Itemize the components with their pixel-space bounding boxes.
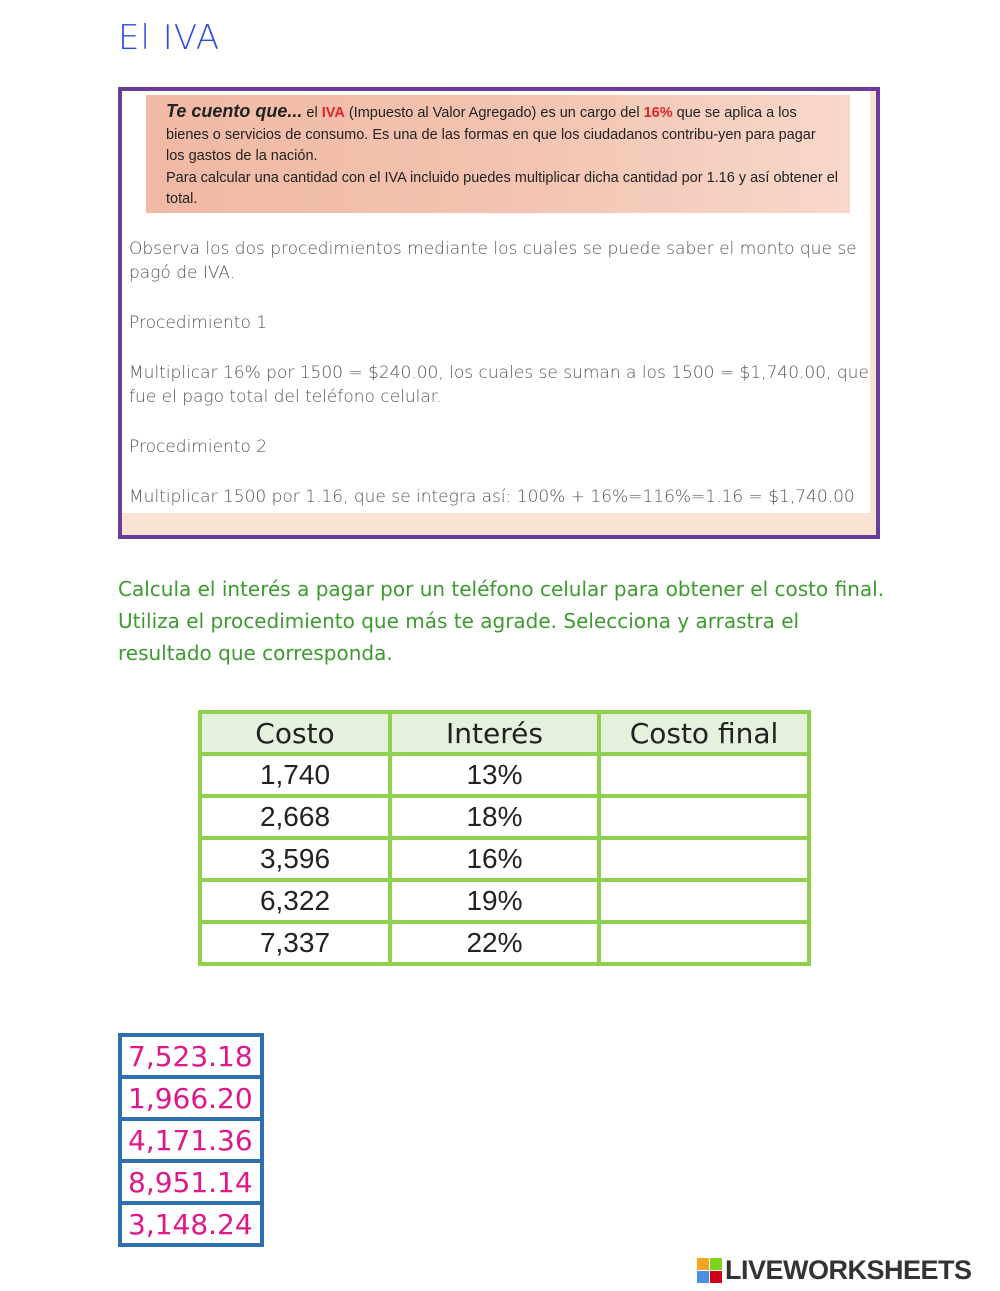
callout-text: que se aplica a los bienes o servicios de consumo. Es una de las formas en que los ciudadanos contribu-yen para pagar los gastos de la nación. (166, 105, 816, 164)
iva-highlight: IVA (321, 105, 345, 121)
cost-table (198, 710, 811, 966)
table-header-row (200, 712, 809, 754)
callout-paragraph-1 (146, 95, 850, 168)
callout-box (146, 95, 850, 213)
draggable-answer[interactable]: 8,951.14 (120, 1161, 262, 1203)
procedure-2-title: Procedimiento 2 (129, 437, 268, 457)
page-title: El IVA (118, 18, 221, 58)
draggable-answer[interactable]: 7,523.18 (120, 1035, 262, 1077)
cell-interes: 13% (390, 754, 599, 796)
decor-band (122, 513, 876, 535)
header-costo: Costo (200, 712, 390, 754)
cell-costo: 2,668 (200, 796, 390, 838)
cell-interes: 16% (390, 838, 599, 880)
drop-target-costo-final[interactable] (599, 838, 809, 880)
percent-highlight: 16% (643, 105, 673, 121)
procedures-text (129, 237, 869, 509)
logo-text: LIVEWORKSHEETS (725, 1254, 972, 1285)
logo-mark-icon (697, 1258, 722, 1283)
draggable-answer[interactable]: 3,148.24 (120, 1203, 262, 1245)
cell-interes: 18% (390, 796, 599, 838)
procedure-2-text: Multiplicar 1500 por 1.16, que se integra así: 100% + 16%=116%=1.16 = $1,740.00 (129, 487, 855, 507)
observe-intro: Observa los dos procedimientos mediante los cuales se puede saber el monto que se pagó de IVA. (129, 239, 857, 283)
callout-paragraph-2: Para calcular una cantidad con el IVA incluido puedes multiplicar dicha cantidad por 1.16 y así obtener el total. (166, 169, 838, 207)
callout-text: el (302, 105, 322, 121)
header-costo-final: Costo final (599, 712, 809, 754)
drop-target-costo-final[interactable] (599, 922, 809, 964)
drop-target-costo-final[interactable] (599, 754, 809, 796)
table-row (200, 796, 809, 838)
cell-costo: 7,337 (200, 922, 390, 964)
table-row (200, 880, 809, 922)
info-frame (118, 87, 880, 539)
procedure-1-title: Procedimiento 1 (129, 313, 268, 333)
decor-band (870, 91, 876, 535)
cell-interes: 19% (390, 880, 599, 922)
callout-text: (Impuesto al Valor Agregado) es un cargo del (344, 105, 644, 121)
cell-costo: 3,596 (200, 838, 390, 880)
callout-lead: Te cuento que... (166, 101, 303, 121)
cell-costo: 1,740 (200, 754, 390, 796)
liveworksheets-logo (697, 1256, 972, 1284)
cell-interes: 22% (390, 922, 599, 964)
instructions: Calcula el interés a pagar por un teléfono celular para obtener el costo final. Utiliza el procedimiento que más te agrade. Selecciona y arrastra el resultado que corresponda. (118, 577, 885, 665)
table-row (200, 838, 809, 880)
table-row (200, 922, 809, 964)
procedure-1-text: Multiplicar 16% por 1500 = $240.00, los cuales se suman a los 1500 = $1,740.00, que fue el pago total del teléfono celular. (129, 363, 869, 407)
header-interes: Interés (390, 712, 599, 754)
table-row (200, 754, 809, 796)
drop-target-costo-final[interactable] (599, 796, 809, 838)
draggable-answer[interactable]: 4,171.36 (120, 1119, 262, 1161)
cell-costo: 6,322 (200, 880, 390, 922)
draggable-answer[interactable]: 1,966.20 (120, 1077, 262, 1119)
drop-target-costo-final[interactable] (599, 880, 809, 922)
answer-bank (118, 1033, 264, 1247)
